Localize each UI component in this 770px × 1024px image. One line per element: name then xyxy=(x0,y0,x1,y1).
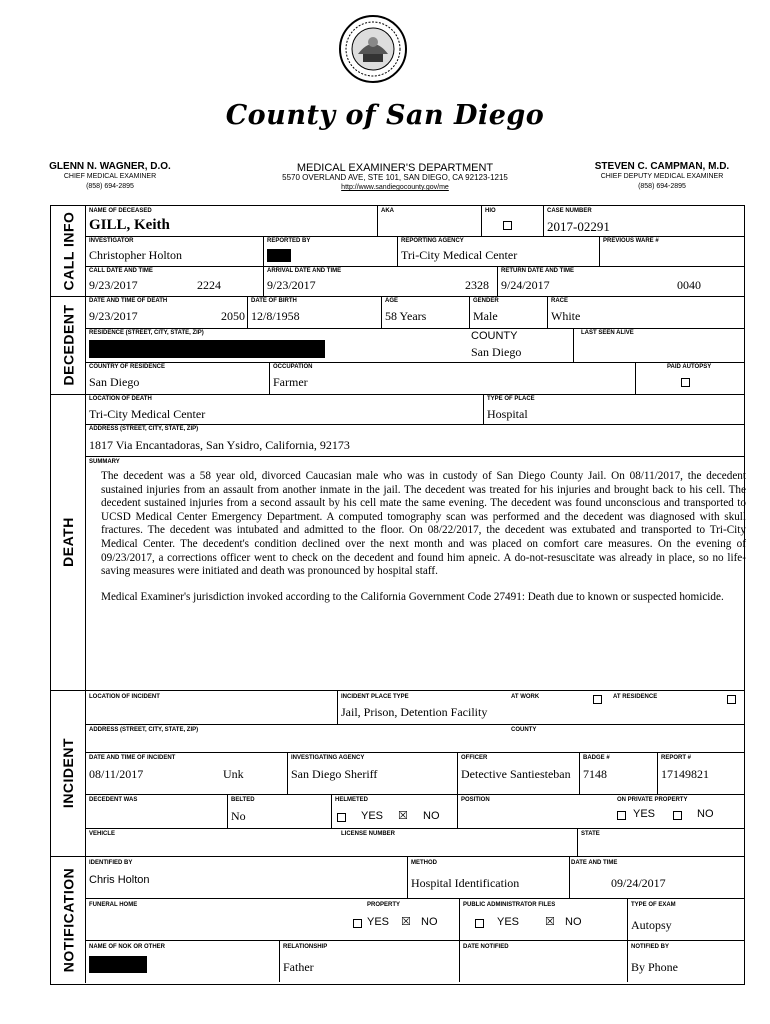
deputy-me-name: STEVEN C. CAMPMAN, M.D. xyxy=(594,161,730,172)
aka-label: AKA xyxy=(381,208,394,214)
property-no-checkbox[interactable]: ☒ xyxy=(401,915,411,928)
arrival-label: ARRIVAL DATE AND TIME xyxy=(267,268,342,274)
deputy-me-title: CHIEF DEPUTY MEDICAL EXAMINER xyxy=(600,173,724,180)
incident-date: 08/11/2017 xyxy=(89,767,144,781)
private-yes-label: YES xyxy=(633,808,656,820)
investigating-agency-label: INVESTIGATING AGENCY xyxy=(291,755,365,761)
nok-label: NAME OF NOK OR OTHER xyxy=(89,944,165,950)
exam-type: Autopsy xyxy=(631,918,672,932)
notification-dt-label: DATE AND TIME xyxy=(571,860,618,866)
public-admin-yes-label: YES xyxy=(497,916,520,928)
at-residence-label: AT RESIDENCE xyxy=(613,694,658,700)
arrival-date: 9/23/2017 xyxy=(267,278,316,292)
badge: 7148 xyxy=(583,767,607,781)
county: San Diego xyxy=(471,345,522,359)
badge-label: BADGE # xyxy=(583,755,610,761)
reporting-agency-label: REPORTING AGENCY xyxy=(401,238,464,244)
chief-me-name: GLENN N. WAGNER, D.O. xyxy=(49,161,171,172)
vehicle-label: VEHICLE xyxy=(89,831,116,837)
helmeted-no-checkbox[interactable]: ☒ xyxy=(398,809,408,822)
department-url[interactable]: http://www.sandiegocounty.gov/me xyxy=(341,184,449,191)
incident-address-label: ADDRESS (STREET, CITY, STATE, ZIP) xyxy=(89,727,199,733)
section-call-info: CALL INFO xyxy=(60,211,76,291)
department-address: 5570 OVERLAND AVE, STE 101, SAN DIEGO, CA 92123-1215 xyxy=(282,173,508,182)
return-date: 9/24/2017 xyxy=(501,278,550,292)
relationship-label: RELATIONSHIP xyxy=(283,944,328,950)
helmeted-yes-checkbox[interactable] xyxy=(337,813,346,822)
country: San Diego xyxy=(89,375,140,389)
call-time: 2224 xyxy=(197,278,221,292)
report-label: REPORT # xyxy=(661,755,692,761)
section-decedent: DECEDENT xyxy=(60,304,77,386)
incident-dt-label: DATE AND TIME OF INCIDENT xyxy=(89,755,176,761)
redaction-box xyxy=(89,956,147,973)
public-admin-yes-checkbox[interactable] xyxy=(475,919,484,928)
death-location: Tri-City Medical Center xyxy=(89,407,206,421)
death-address: 1817 Via Encantadoras, San Ysidro, California, 92173 xyxy=(89,438,350,452)
reporting-agency: Tri-City Medical Center xyxy=(401,248,518,262)
private-no-label: NO xyxy=(697,808,714,820)
call-date: 9/23/2017 xyxy=(89,278,138,292)
identified-by: Chris Holton xyxy=(89,874,150,886)
previous-label: PREVIOUS WARE # xyxy=(603,238,659,244)
occupation-label: OCCUPATION xyxy=(273,364,313,370)
incident-time: Unk xyxy=(223,767,244,781)
investigator-label: INVESTIGATOR xyxy=(89,238,134,244)
at-residence-checkbox[interactable] xyxy=(727,695,736,704)
summary-paragraph: The decedent was a 58 year old, divorced Caucasian male who was in custody of San Diego County Jail. On 08/11/2017, the decedent sustained injuries from an assault from another inmate in the jail. The decedent was treated for his injuries and brought back to his cell. The decedent sustained injuries from a second assault by his cell mate the same evening. The decedent was found unconscious and transported to UCSD Medical Center Emergency Department. A computed tomography scan was performed and the decedent was diagnosed with skull fractures. The decedent was intubated and admitted to the floor. On 08/22/2017, the decedent was extubated and transported to Tri-City Medical Center. The decedent's condition declined over the next month and was placed on comfort care measures. On the evening of 09/23/2017, a corrections officer went to check on the decedent and found him apneic. A do-not-resuscitate was already in place, so no life-saving measures were initiated and death was pronounced by hospital staff. xyxy=(101,470,746,578)
method: Hospital Identification xyxy=(411,876,520,890)
redaction-box xyxy=(267,249,291,262)
reported-by-label: REPORTED BY xyxy=(267,238,311,244)
death-location-label: LOCATION OF DEATH xyxy=(89,396,152,402)
deputy-me-phone: (858) 694-2895 xyxy=(638,183,686,190)
notification-dt: 09/24/2017 xyxy=(611,876,666,890)
section-incident: INCIDENT xyxy=(60,737,76,809)
officer: Detective Santiesteban xyxy=(461,767,571,781)
case-number: 2017-02291 xyxy=(547,219,610,234)
identified-by-label: IDENTIFIED BY xyxy=(89,860,133,866)
belted-label: BELTED xyxy=(231,797,255,803)
paid-autopsy-checkbox[interactable] xyxy=(681,378,690,387)
investigating-agency: San Diego Sheriff xyxy=(291,767,378,781)
helmeted-label: HELMETED xyxy=(335,797,368,803)
helmeted-no-label: NO xyxy=(423,810,440,822)
incident-county-label: COUNTY xyxy=(511,727,537,733)
at-work-label: AT WORK xyxy=(511,694,540,700)
report-form xyxy=(50,205,745,985)
public-admin-no-label: NO xyxy=(565,916,582,928)
investigator: Christopher Holton xyxy=(89,248,182,262)
department-block xyxy=(230,163,560,193)
age: 58 Years xyxy=(385,309,427,323)
return-label: RETURN DATE AND TIME xyxy=(501,268,574,274)
notified-by: By Phone xyxy=(631,960,679,974)
death-time: 2050 xyxy=(221,309,245,323)
relationship: Father xyxy=(283,960,314,974)
section-notification: NOTIFICATION xyxy=(60,867,77,973)
method-label: METHOD xyxy=(411,860,437,866)
state-label: STATE xyxy=(581,831,600,837)
chief-me-block xyxy=(40,162,180,192)
incident-place-type: Jail, Prison, Detention Facility xyxy=(341,705,488,719)
place-type: Hospital xyxy=(487,407,528,421)
residence-label: RESIDENCE (STREET, CITY, STATE, ZIP) xyxy=(89,330,204,336)
race: White xyxy=(551,309,581,323)
paid-autopsy-label: PAID AUTOPSY xyxy=(667,364,712,370)
jurisdiction-paragraph: Medical Examiner's jurisdiction invoked according to the California Government Code 27491: Death due to known or suspected homicide. xyxy=(101,590,724,603)
name-label: NAME OF DECEASED xyxy=(89,208,152,214)
call-dt-label: CALL DATE AND TIME xyxy=(89,268,153,274)
at-work-checkbox[interactable] xyxy=(593,695,602,704)
chief-me-title: CHIEF MEDICAL EXAMINER xyxy=(63,173,157,180)
chief-me-phone: (858) 694-2895 xyxy=(86,183,134,190)
date-notified-label: DATE NOTIFIED xyxy=(463,944,509,950)
belted: No xyxy=(231,809,246,823)
property-label: PROPERTY xyxy=(367,902,401,908)
public-admin-no-checkbox[interactable]: ☒ xyxy=(545,915,555,928)
return-time: 0040 xyxy=(677,278,701,292)
deputy-me-block xyxy=(582,162,742,192)
incident-place-type-label: INCIDENT PLACE TYPE xyxy=(341,694,409,700)
section-death: DEATH xyxy=(60,517,76,567)
place-type-label: TYPE OF PLACE xyxy=(487,396,535,402)
hio-label: HIO xyxy=(485,208,496,214)
property-no-label: NO xyxy=(421,916,438,928)
county-label: COUNTY xyxy=(471,330,518,342)
incident-location-label: LOCATION OF INCIDENT xyxy=(89,694,160,700)
department-name: MEDICAL EXAMINER'S DEPARTMENT xyxy=(296,162,494,174)
redaction-box xyxy=(89,340,325,358)
section-column-divider xyxy=(85,206,86,983)
race-label: RACE xyxy=(551,298,569,304)
county-title: County of San Diego xyxy=(225,100,545,131)
report: 17149821 xyxy=(661,767,709,781)
death-date: 9/23/2017 xyxy=(89,309,138,323)
hio-checkbox[interactable] xyxy=(503,221,512,230)
helmeted-yes-label: YES xyxy=(361,810,384,822)
position-label: POSITION xyxy=(461,797,490,803)
exam-type-label: TYPE OF EXAM xyxy=(631,902,676,908)
private-no-checkbox[interactable] xyxy=(673,811,682,820)
county-seal-icon xyxy=(338,14,408,84)
country-label: COUNTRY OF RESIDENCE xyxy=(89,364,166,370)
decedent-name: GILL, Keith xyxy=(89,217,170,233)
private-property-label: ON PRIVATE PROPERTY xyxy=(617,797,688,803)
last-seen-label: LAST SEEN ALIVE xyxy=(581,330,634,336)
gender: Male xyxy=(473,309,498,323)
private-yes-checkbox[interactable] xyxy=(617,811,626,820)
death-dt-label: DATE AND TIME OF DEATH xyxy=(89,298,168,304)
case-label: CASE NUMBER xyxy=(547,208,592,214)
summary-label: SUMMARY xyxy=(89,459,120,465)
property-yes-checkbox[interactable] xyxy=(353,919,362,928)
gender-label: GENDER xyxy=(473,298,499,304)
notified-by-label: NOTIFIED BY xyxy=(631,944,670,950)
funeral-home-label: FUNERAL HOME xyxy=(89,902,138,908)
public-admin-label: PUBLIC ADMINISTRATOR FILES xyxy=(463,902,556,908)
decedent-was-label: DECEDENT WAS xyxy=(89,797,138,803)
arrival-time: 2328 xyxy=(465,278,489,292)
license-label: LICENSE NUMBER xyxy=(341,831,396,837)
dob-label: DATE OF BIRTH xyxy=(251,298,297,304)
occupation: Farmer xyxy=(273,375,308,389)
age-label: AGE xyxy=(385,298,399,304)
dob: 12/8/1958 xyxy=(251,309,300,323)
officer-label: OFFICER xyxy=(461,755,488,761)
property-yes-label: YES xyxy=(367,916,390,928)
death-address-label: ADDRESS (STREET, CITY, STATE, ZIP) xyxy=(89,426,199,432)
